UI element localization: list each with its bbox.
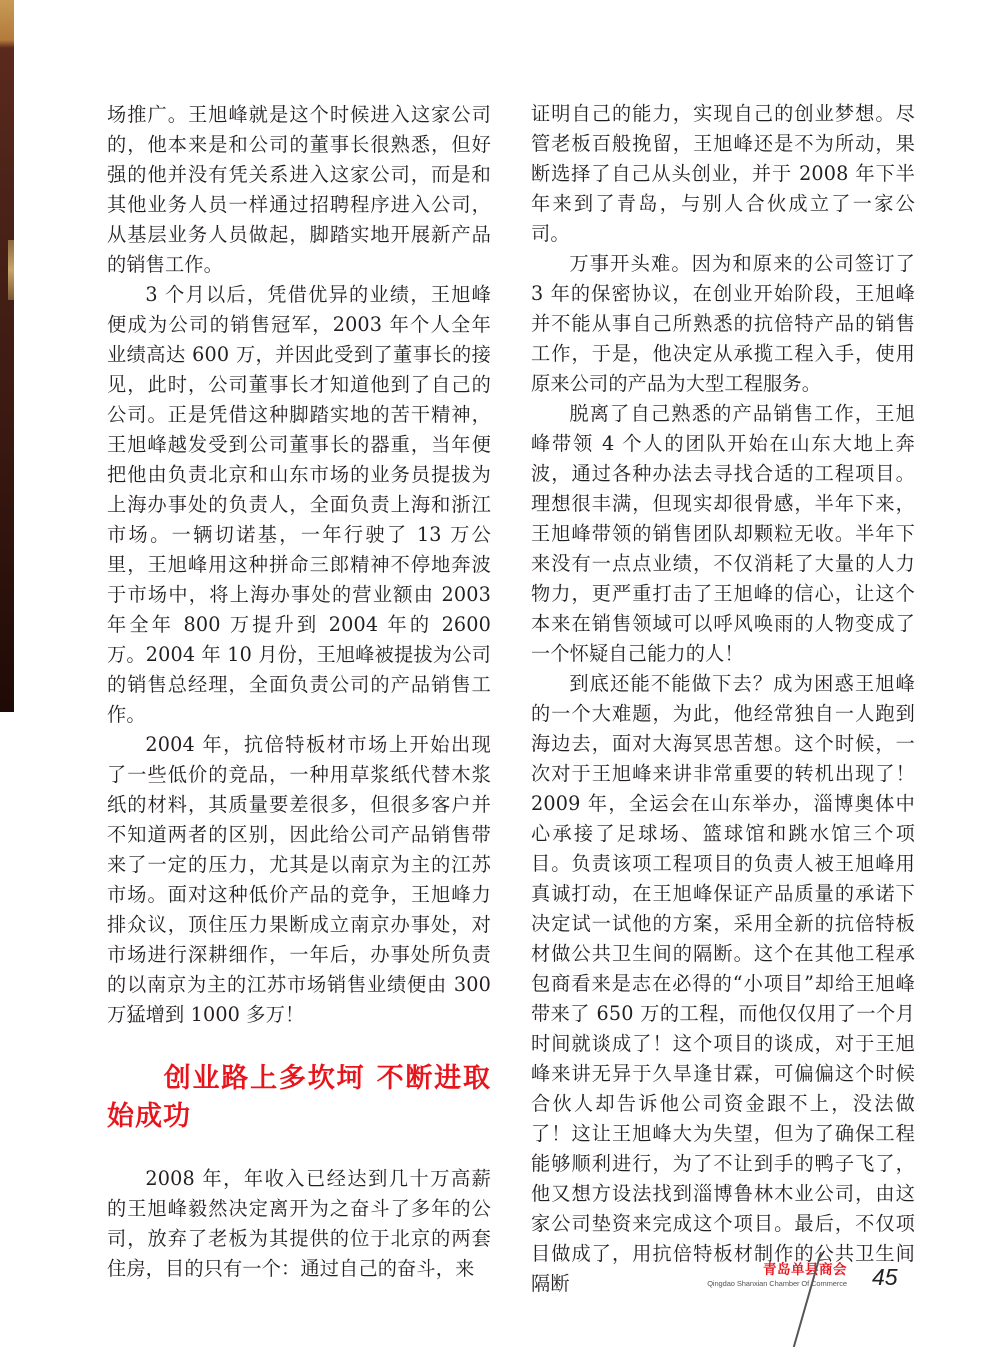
paragraph: 万事开头难。因为和原来的公司签订了 3 年的保密协议，在创业开始阶段，王旭峰并不能从事自己所熟悉的抗倍特产品的销售工作，于是，他决定从承揽工程入手，使用原来公司的产品为大型工程服务。: [531, 252, 915, 395]
paragraph: 证明自己的能力，实现自己的创业梦想。尽管老板百般挽留，王旭峰还是不为所动，果断选择了自己从头创业，并于 2008 年下半年来到了青岛，与别人合伙成立了一家公司。: [531, 102, 915, 245]
section-heading: 创业路上多坎坷 不断进取始成功: [107, 1063, 491, 1132]
right-column: [531, 99, 915, 1299]
photo-edge-glint: [8, 240, 14, 300]
brand-name-cn: 青岛单县商会: [763, 1262, 847, 1278]
paragraph: 2008 年，年收入已经达到几十万高薪的王旭峰毅然决定离开为之奋斗了多年的公司，放弃了老板为其提供的位于北京的两套住房，目的只有一个：通过自己的奋斗，来: [107, 1167, 491, 1280]
paragraph: 到底还能不能做下去？成为困惑王旭峰的一个大难题，为此，他经常独自一人跑到海边去，面对大海冥思苦想。这个时候，一次对于王旭峰来讲非常重要的转机出现了！2009 年，全运会在山东举办，淄博奥体中心承接了足球场、篮球馆和跳水馆三个项目。负责该项工程项目的负责人被王旭峰用真诚打动，在王旭峰保证产品质量的承诺下决定试一试他的方案，采用全新的抗倍特板材做公共卫生间的隔断。这个在其他工程承包商看来是志在必得的“小项目”却给王旭峰带来了 650 万的工程，而他仅仅用了一个月时间就谈成了！这个项目的谈成，对于王旭峰来讲无异于久旱逢甘霖，可偏偏这个时候合伙人却告诉他公司资金跟不上，没法做了！这让王旭峰大为失望，但为了确保工程能够顺利进行，为了不让到手的鸭子飞了，他又想方设法找到淄博鲁林木业公司，由这家公司垫资来完成这个项目。最后，不仅项目做成了，用抗倍特板材制作的公共卫生间隔断: [531, 672, 915, 1295]
photo-edge-strip: [0, 0, 14, 712]
paragraph: 2004 年，抗倍特板材市场上开始出现了一些低价的竞品，一种用草浆纸代替木浆纸的材料，其质量要差很多，但很多客户并不知道两者的区别，因此给公司产品销售带来了一定的压力，尤其是以南京为主的江苏市场。面对这种低价产品的竞争，王旭峰力排众议，顶住压力果断成立南京办事处，对市场进行深耕细作，一年后，办事处所负责的以南京为主的江苏市场销售业绩便由 300 万猛增到 1000 多万！: [107, 733, 491, 1026]
paragraph: 脱离了自己熟悉的产品销售工作，王旭峰带领 4 个人的团队开始在山东大地上奔波，通过各种办法去寻找合适的工程项目。理想很丰满，但现实却很骨感，半年下来，王旭峰带领的销售团队却颗粒无收。半年下来没有一点点业绩，不仅消耗了大量的人力物力，更严重打击了王旭峰的信心，让这个本来在销售领域可以呼风唤雨的人物变成了一个怀疑自己能力的人！: [531, 402, 915, 665]
page-number: 45: [872, 1264, 898, 1290]
brand-name-en: Qingdao Shanxian Chamber Of Commerce: [707, 1279, 847, 1288]
footer-brand: [707, 1262, 847, 1290]
paragraph: 场推广。王旭峰就是这个时候进入这家公司的，他本来是和公司的董事长很熟悉，但好强的他并没有凭关系进入这家公司，而是和其他业务人员一样通过招聘程序进入公司，从基层业务人员做起，脚踏实地开展新产品的销售工作。: [107, 103, 491, 276]
left-column: [107, 100, 491, 1284]
paragraph: 3 个月以后，凭借优异的业绩，王旭峰便成为公司的销售冠军，2003 年个人全年业绩高达 600 万，并因此受到了董事长的接见，此时，公司董事长才知道他到了自己的公司。正是凭借这种脚踏实地的苦干精神，王旭峰越发受到公司董事长的器重，当年便把他由负责北京和山东市场的业务员提拔为上海办事处的负责人，全面负责上海和浙江市场。一辆切诺基，一年行驶了 13 万公里，王旭峰用这种拼命三郎精神不停地奔波于市场中，将上海办事处的营业额由 2003 年全年 800 万提升到 2004 年的 2600 万。2004 年 10 月份，王旭峰被提拔为公司的销售总经理，全面负责公司的产品销售工作。: [107, 283, 491, 726]
